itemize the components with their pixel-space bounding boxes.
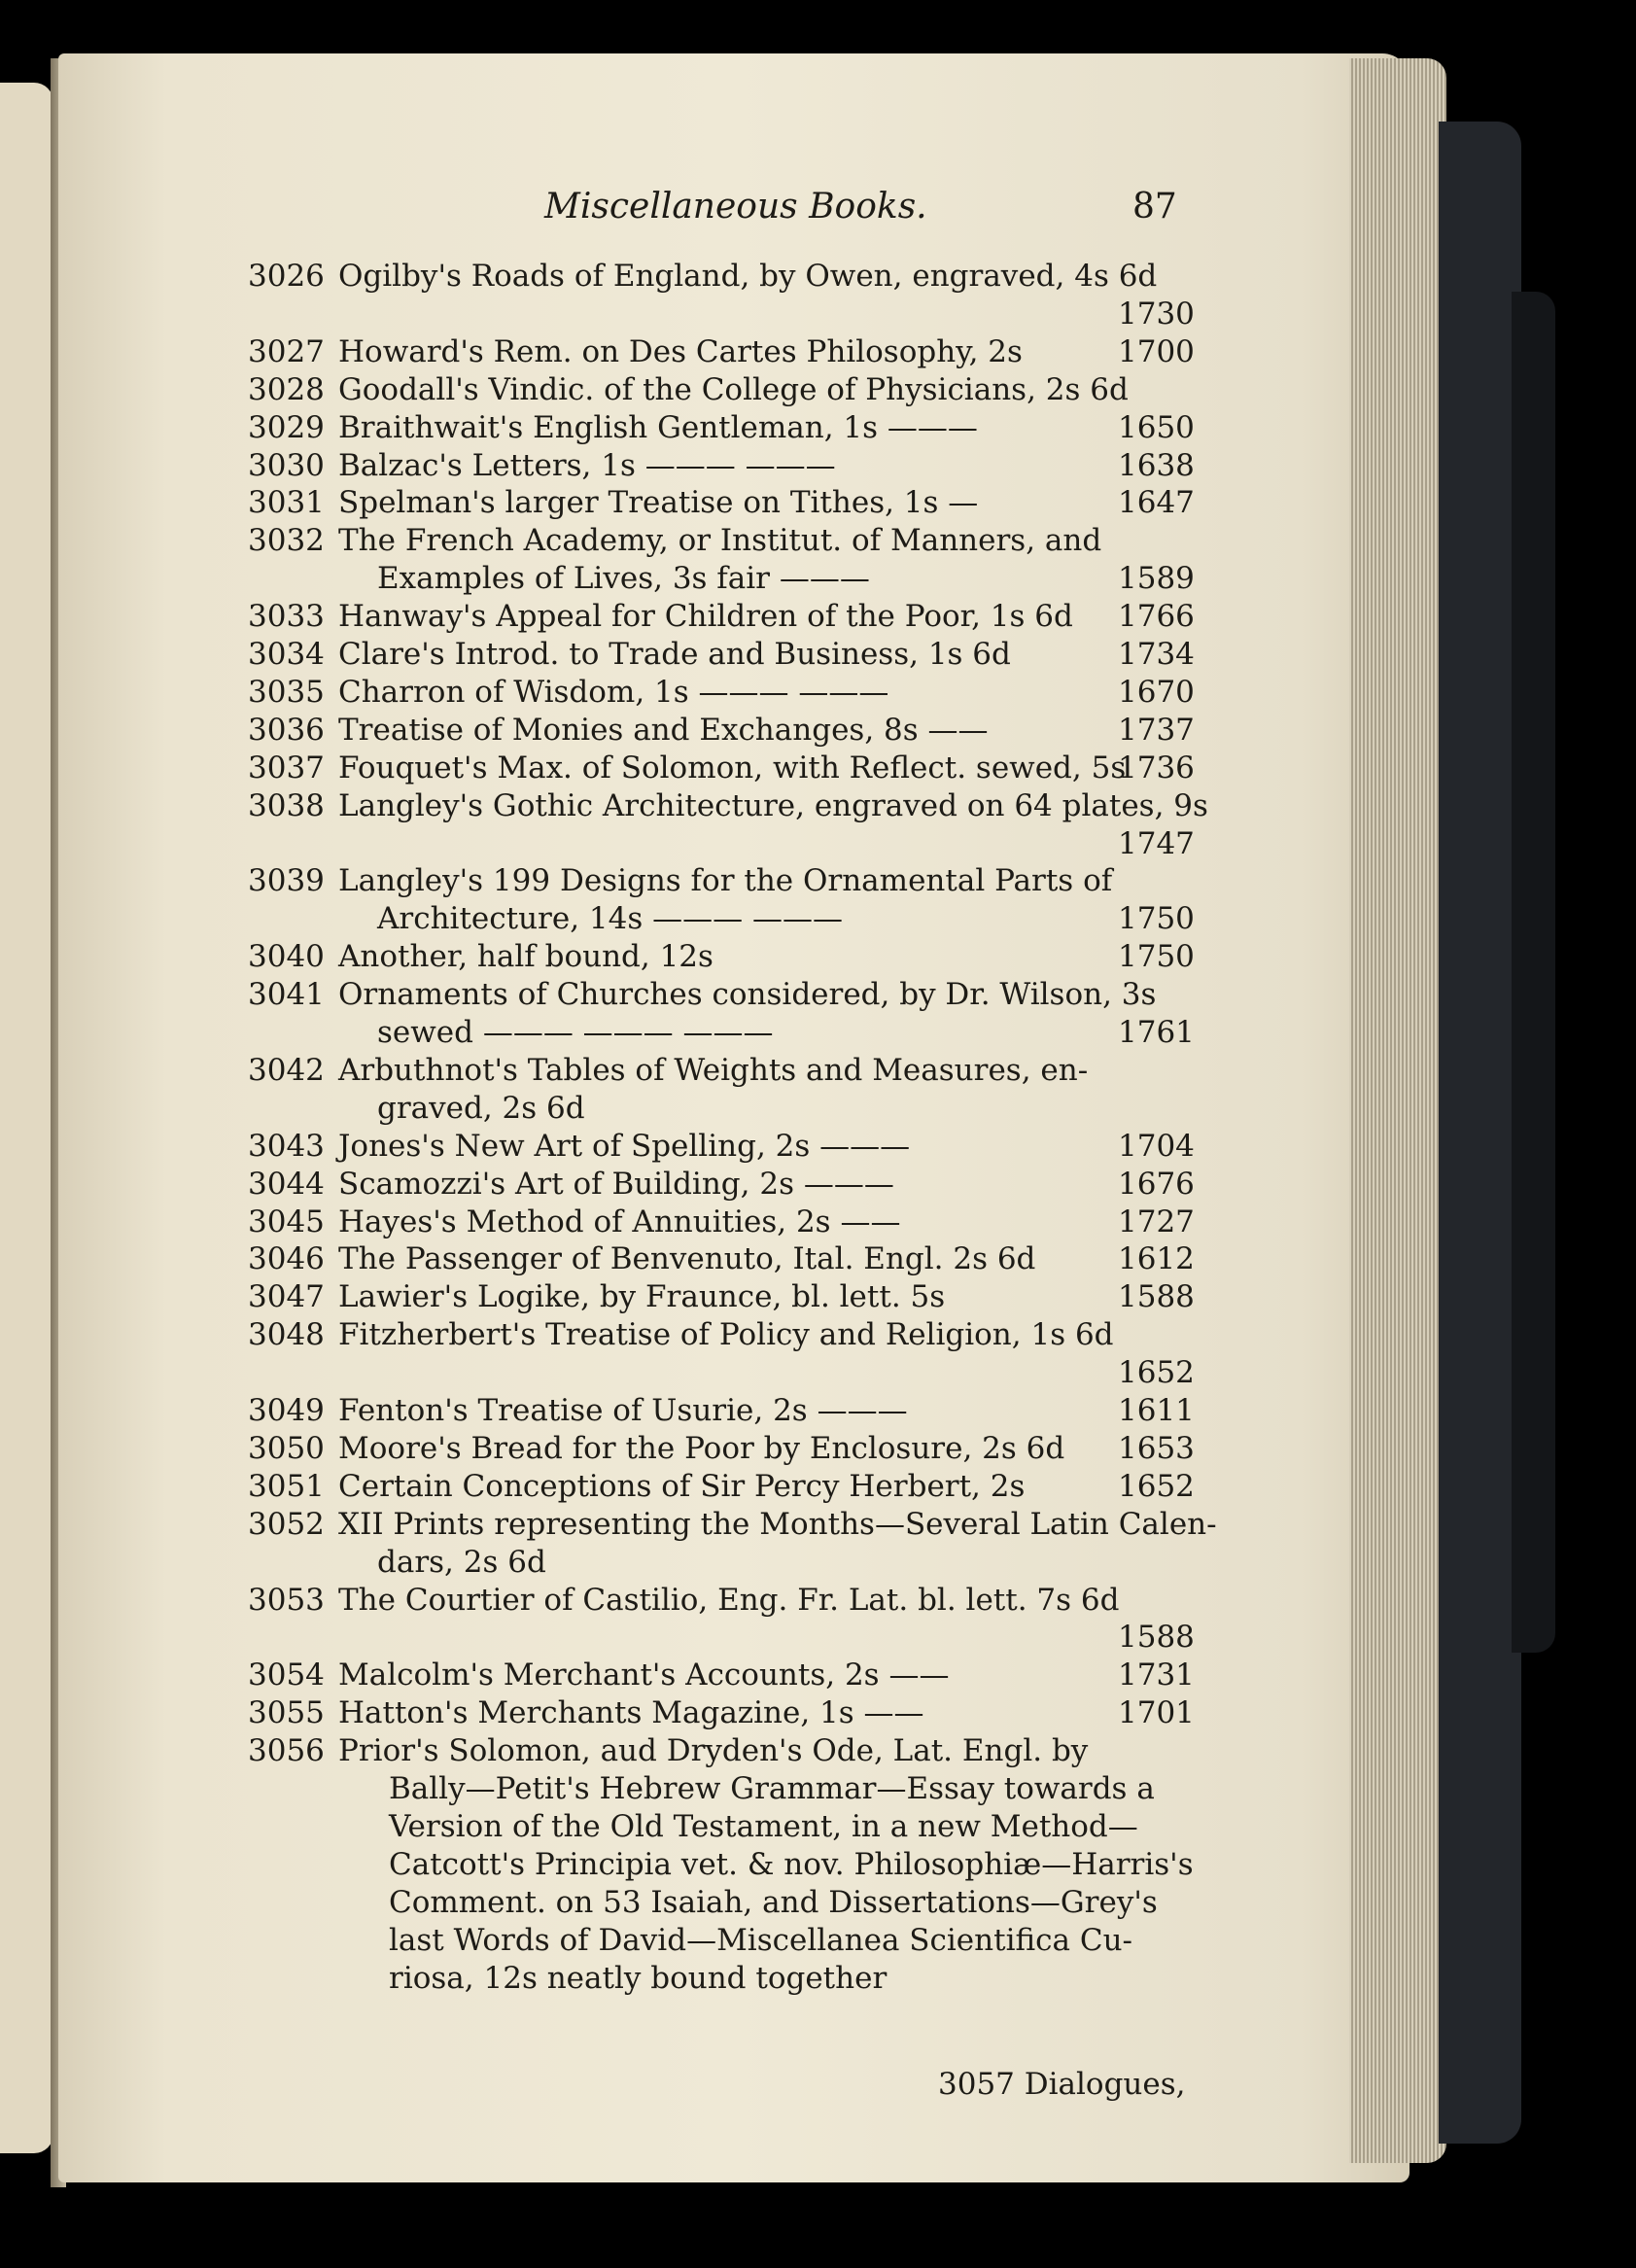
entry-number: 3054 bbox=[248, 1657, 325, 1693]
entry-number: 3032 bbox=[248, 523, 325, 559]
entry-number: 3038 bbox=[248, 787, 325, 823]
entry-title: Langley's 199 Designs for the Ornamental Parts of bbox=[338, 863, 1113, 899]
entry-year: 1761 bbox=[1118, 1015, 1195, 1050]
entry-title: Fouquet's Max. of Solomon, with Reflect. sewed, 5s bbox=[338, 750, 1127, 785]
entry-title: Goodall's Vindic. of the College of Physicians, 2s 6d bbox=[338, 371, 1129, 407]
entry-year: 1588 bbox=[1118, 1620, 1195, 1656]
entry-year: 1750 bbox=[1118, 939, 1195, 975]
entry-year: 1700 bbox=[1118, 333, 1195, 369]
entry-year: 1701 bbox=[1118, 1695, 1195, 1731]
continuation-line: Version of the Old Testament, in a new Method— bbox=[389, 1808, 1138, 1844]
entry-year: 1650 bbox=[1118, 409, 1195, 445]
entry-number: 3046 bbox=[248, 1241, 325, 1277]
entry-year: 1612 bbox=[1118, 1241, 1195, 1277]
entry-year: 1736 bbox=[1118, 750, 1195, 785]
entry-title: Ogilby's Roads of England, by Owen, engraved, 4s 6d bbox=[338, 259, 1158, 294]
entry-title: Langley's Gothic Architecture, engraved on 64 plates, 9s bbox=[338, 787, 1208, 823]
entry-number: 3027 bbox=[248, 333, 325, 369]
page-number: 87 bbox=[1132, 187, 1177, 227]
entry-number: 3041 bbox=[248, 977, 325, 1013]
entry-number: 3031 bbox=[248, 485, 325, 521]
entry-number: 3030 bbox=[248, 447, 325, 483]
entry-number: 3039 bbox=[248, 863, 325, 899]
entry-title: Spelman's larger Treatise on Tithes, 1s — bbox=[338, 485, 979, 521]
entry-year: 1589 bbox=[1118, 561, 1195, 597]
entry-title: Charron of Wisdom, 1s ——— ——— bbox=[338, 674, 889, 710]
entry-year: 1652 bbox=[1118, 1468, 1195, 1504]
entry-year: 1731 bbox=[1118, 1657, 1195, 1693]
entry-title: Architecture, 14s ——— ——— bbox=[377, 901, 843, 937]
entry-number: 3056 bbox=[248, 1733, 325, 1769]
entry-number: 3033 bbox=[248, 599, 325, 635]
continuation-line: Bally—Petit's Hebrew Grammar—Essay towards a bbox=[389, 1771, 1155, 1806]
entry-title: sewed ——— ——— ——— bbox=[377, 1015, 774, 1050]
entry-year: 1611 bbox=[1118, 1393, 1195, 1428]
entry-title: Examples of Lives, 3s fair ——— bbox=[377, 561, 870, 597]
entry-title: graved, 2s 6d bbox=[377, 1090, 585, 1126]
entry-year: 1676 bbox=[1118, 1166, 1195, 1202]
entry-title: Hayes's Method of Annuities, 2s —— bbox=[338, 1204, 901, 1239]
entry-number: 3037 bbox=[248, 750, 325, 785]
entry-number: 3034 bbox=[248, 637, 325, 672]
entry-year: 1750 bbox=[1118, 901, 1195, 937]
entry-number: 3053 bbox=[248, 1582, 325, 1618]
entry-title: Certain Conceptions of Sir Percy Herbert, 2s bbox=[338, 1468, 1026, 1504]
entry-number: 3052 bbox=[248, 1506, 325, 1542]
entry-number: 3036 bbox=[248, 712, 325, 748]
entry-title: Ornaments of Churches considered, by Dr. Wilson, 3s bbox=[338, 977, 1157, 1013]
entry-year: 1734 bbox=[1118, 637, 1195, 672]
entry-title: Scamozzi's Art of Building, 2s ——— bbox=[338, 1166, 894, 1202]
catchword: 3057 Dialogues, bbox=[938, 2067, 1186, 2102]
page-title: Miscellaneous Books. bbox=[544, 187, 927, 227]
entry-number: 3050 bbox=[248, 1430, 325, 1466]
entry-year: 1647 bbox=[1118, 485, 1195, 521]
entry-title: The Passenger of Benvenuto, Ital. Engl. 2s 6d bbox=[338, 1241, 1036, 1277]
entry-number: 3040 bbox=[248, 939, 325, 975]
entry-number: 3047 bbox=[248, 1279, 325, 1315]
entry-year: 1730 bbox=[1118, 296, 1195, 331]
entry-title: Howard's Rem. on Des Cartes Philosophy, 2s bbox=[338, 333, 1023, 369]
entry-title: Lawier's Logike, by Fraunce, bl. lett. 5s bbox=[338, 1279, 946, 1315]
entry-year: 1704 bbox=[1118, 1128, 1195, 1164]
entry-title: Hanway's Appeal for Children of the Poor, 1s 6d bbox=[338, 599, 1073, 635]
entry-year: 1670 bbox=[1118, 674, 1195, 710]
entry-year: 1653 bbox=[1118, 1430, 1195, 1466]
entry-number: 3043 bbox=[248, 1128, 325, 1164]
entry-title: Fenton's Treatise of Usurie, 2s ——— bbox=[338, 1393, 908, 1428]
entry-title: dars, 2s 6d bbox=[377, 1544, 546, 1580]
entry-title: The Courtier of Castilio, Eng. Fr. Lat. bl. lett. 7s 6d bbox=[338, 1582, 1120, 1618]
entry-title: Prior's Solomon, aud Dryden's Ode, Lat. Engl. by bbox=[338, 1733, 1089, 1769]
entry-number: 3048 bbox=[248, 1317, 325, 1353]
entry-title: XII Prints representing the Months—Several Latin Calen- bbox=[338, 1506, 1217, 1542]
entry-number: 3049 bbox=[248, 1393, 325, 1428]
entry-year: 1638 bbox=[1118, 447, 1195, 483]
entry-number: 3028 bbox=[248, 371, 325, 407]
continuation-line: riosa, 12s neatly bound together bbox=[389, 1960, 888, 1996]
entry-number: 3055 bbox=[248, 1695, 325, 1731]
entry-title: Clare's Introd. to Trade and Business, 1s 6d bbox=[338, 637, 1011, 672]
entry-number: 3051 bbox=[248, 1468, 325, 1504]
entry-number: 3045 bbox=[248, 1204, 325, 1239]
continuation-line: last Words of David—Miscellanea Scientifica Cu- bbox=[389, 1922, 1133, 1958]
entry-year: 1652 bbox=[1118, 1355, 1195, 1391]
entry-number: 3044 bbox=[248, 1166, 325, 1202]
entry-number: 3042 bbox=[248, 1052, 325, 1088]
continuation-line: Catcott's Principia vet. & nov. Philosophiæ—Harris's bbox=[389, 1846, 1194, 1882]
continuation-line: Comment. on 53 Isaiah, and Dissertations—Grey's bbox=[389, 1884, 1158, 1920]
entry-title: Malcolm's Merchant's Accounts, 2s —— bbox=[338, 1657, 950, 1693]
entry-title: Treatise of Monies and Exchanges, 8s —— bbox=[338, 712, 989, 748]
entry-year: 1737 bbox=[1118, 712, 1195, 748]
entry-number: 3035 bbox=[248, 674, 325, 710]
entry-title: Fitzherbert's Treatise of Policy and Religion, 1s 6d bbox=[338, 1317, 1114, 1353]
entry-title: Arbuthnot's Tables of Weights and Measures, en- bbox=[338, 1052, 1089, 1088]
entry-title: Hatton's Merchants Magazine, 1s —— bbox=[338, 1695, 924, 1731]
entry-title: Moore's Bread for the Poor by Enclosure, 2s 6d bbox=[338, 1430, 1065, 1466]
entry-year: 1727 bbox=[1118, 1204, 1195, 1239]
entry-year: 1766 bbox=[1118, 599, 1195, 635]
entry-year: 1747 bbox=[1118, 825, 1195, 861]
entry-title: Jones's New Art of Spelling, 2s ——— bbox=[338, 1128, 911, 1164]
entry-title: Balzac's Letters, 1s ——— ——— bbox=[338, 447, 836, 483]
entry-title: Another, half bound, 12s bbox=[338, 939, 714, 975]
entry-title: Braithwait's English Gentleman, 1s ——— bbox=[338, 409, 978, 445]
entry-title: The French Academy, or Institut. of Manners, and bbox=[338, 523, 1102, 559]
entry-year: 1588 bbox=[1118, 1279, 1195, 1315]
entry-number: 3026 bbox=[248, 259, 325, 294]
entry-number: 3029 bbox=[248, 409, 325, 445]
